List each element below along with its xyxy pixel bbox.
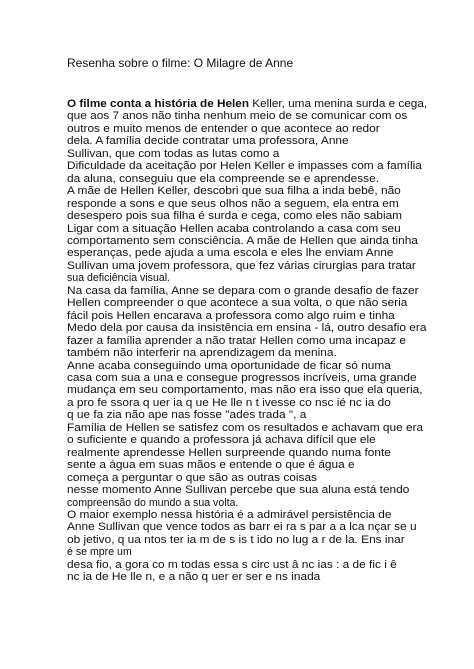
- text-line: nesse momento Anne Sullivan percebe que sua aluna está tendo: [67, 484, 410, 497]
- text-line: desespero pois sua filha é surda e cega, como eles não sabiam: [67, 210, 403, 223]
- text-line: o suficiente e quando a professora já achava difícil que ele: [67, 434, 376, 447]
- text-line: sente a água em suas mãos e entende o que é água e: [67, 459, 355, 472]
- document-body: [67, 98, 427, 584]
- text-line: mudança em seu comportamento, mas não era isso que ela queria,: [67, 384, 423, 397]
- text-line: q ue fa zia não ape nas fosse "ades trada ", a: [67, 409, 307, 422]
- text-line: começa a perguntar o que são as outras coisas: [67, 471, 317, 484]
- text-line: Anne Sullivan que vence todos as barr ei ra s par a a lca nçar se u: [67, 521, 417, 534]
- text-line: outros e muito menos de entender o que acontece ao redor: [67, 122, 380, 135]
- text-line: casa com sua a una e consegue progressos incríveis, uma grande: [67, 371, 417, 384]
- text-line: nc ia de He lle n, e a não q uer er ser e ns inada: [67, 571, 321, 584]
- text-line: ob jetivo, q ua ntos ter ia m de s is t ido no lug a r de la. Ens inar: [67, 533, 405, 546]
- text-line: realmente aprendesse Hellen surpreende quando numa fonte: [67, 446, 391, 459]
- text-line: Na casa da família, Anne se depara com o grande desafio de fazer: [67, 284, 419, 297]
- text-line: da aluna, conseguiu que ela compreende se e aprendesse.: [67, 172, 380, 185]
- text-line: compreensão do mundo a sua volta.: [67, 496, 239, 509]
- document-title: Resenha sobre o filme: O Milagre de Anne: [67, 56, 294, 70]
- text-line: Anne acaba conseguindo uma oportunidade de ficar só numa: [67, 359, 391, 372]
- text-line: também não interferir na aprendizagem da menina.: [67, 347, 337, 360]
- text-line: Família de Hellen se satisfez com os resultados e achavam que era: [67, 421, 424, 434]
- text-line: que aos 7 anos não tinha nenhum meio de se comunicar com os: [67, 110, 408, 123]
- text-line: Sullivan uma jovem professora, que fez várias cirurgias para tratar: [67, 259, 416, 272]
- text-line: responde a sons e que seus olhos não a seguem, ela entra em: [67, 197, 399, 210]
- text-line: O maior exemplo nessa história é a admirável persistência de: [67, 508, 392, 521]
- text-line: Ligar com a situação Hellen acaba controlando a casa com seu: [67, 222, 401, 235]
- text-line: a pro fe ssora q uer ia q ue He lle n t ivesse co nsc ié nc ia do: [67, 396, 391, 409]
- text-line: Hellen compreender o que acontece a sua volta, o que não seria: [67, 297, 408, 310]
- bold-lead: O filme conta a história de Helen: [67, 98, 249, 110]
- text-line: comportamento sem consciência. A mãe de Hellen que ainda tinha: [67, 234, 418, 247]
- text-line: sua deficiência visual.: [67, 272, 171, 285]
- text-line: Medo dela por causa da insistência em ensina - lá, outro desafio era: [67, 322, 427, 335]
- text-line: Dificuldade da aceitação por Helen Keller e impasses com a família: [67, 160, 422, 173]
- text-line: A mãe de Hellen Keller, descobri que sua filha a inda bebê, não: [67, 185, 401, 198]
- text-line: fazer a família aprender a não tratar Hellen como uma incapaz e: [67, 334, 407, 347]
- text-line: Sullivan, que com todas as lutas como a: [67, 147, 280, 160]
- text-line: é se mpre um: [67, 546, 132, 559]
- text-line: desa fio, a gora co m todas essa s circ ust â nc ias : a de fic i ê: [67, 558, 397, 571]
- text-line: dela. A família decide contratar uma professora, Anne: [67, 135, 349, 148]
- text-line: O filme conta a história de Helen Keller, uma menina surda e cega,: [67, 98, 428, 110]
- text-line: fácil pois Hellen encarava a professora como algo ruim e tinha: [67, 309, 395, 322]
- text-line: esperanças, pede ajuda a uma escola e eles lhe enviam Anne: [67, 247, 394, 260]
